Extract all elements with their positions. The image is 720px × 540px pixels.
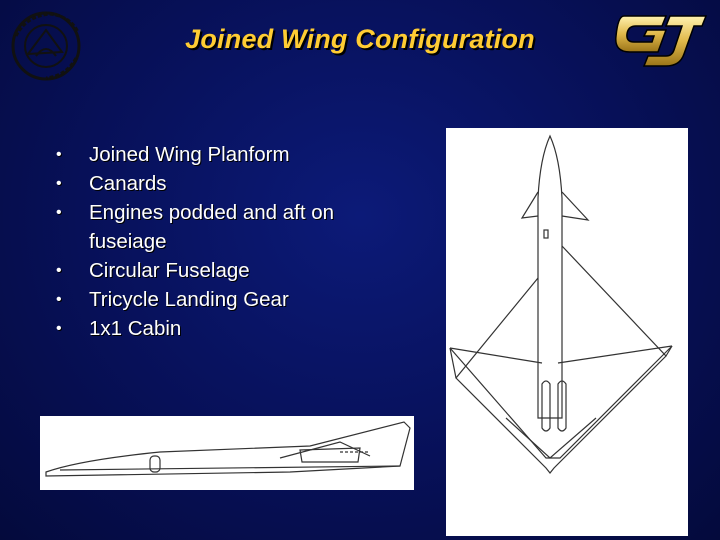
bullet-dot: • (56, 204, 62, 221)
bullet-text: Tricycle Landing Gear (89, 288, 289, 311)
bullet-item (52, 256, 372, 285)
bullet-dot: • (56, 146, 62, 163)
bullet-text: Circular Fuselage (89, 259, 250, 282)
bullet-item (52, 169, 372, 198)
bullet-dot: • (56, 262, 62, 279)
bullet-item (52, 285, 372, 314)
bullet-item (52, 140, 372, 169)
bullet-item (52, 198, 372, 256)
bullet-dot: • (56, 175, 62, 192)
bullet-text: 1x1 Cabin (89, 317, 182, 340)
bullet-text: Engines podded and aft on fuseiage (89, 201, 335, 253)
bullet-dot: • (56, 291, 62, 308)
bullet-text: Joined Wing Planform (89, 143, 290, 166)
side-view-drawing (40, 416, 414, 490)
bullet-item (52, 314, 372, 343)
gj-logo (614, 10, 710, 72)
planform-drawing (446, 128, 688, 536)
bullet-list (52, 140, 372, 343)
slide-title: Joined Wing Configuration (185, 24, 535, 54)
bullet-dot: • (56, 320, 62, 337)
bullet-text: Canards (89, 172, 167, 195)
